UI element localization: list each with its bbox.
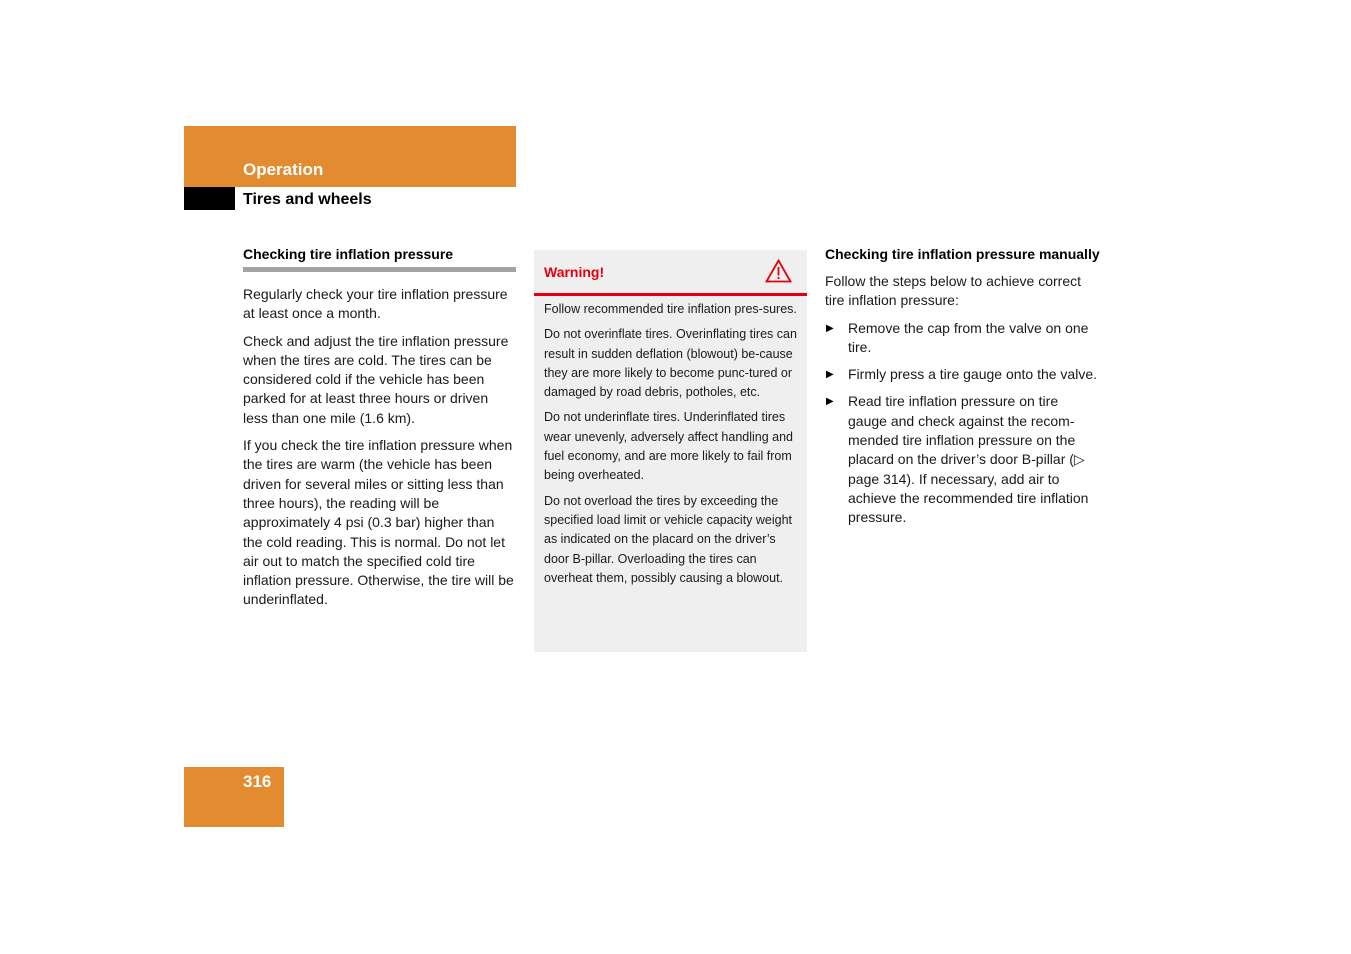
left-column [243, 245, 516, 618]
right-column [825, 245, 1100, 536]
bullet-arrow-icon: ▶ [826, 396, 834, 408]
left-heading: Checking tire inflation pressure [243, 246, 454, 262]
bullet-arrow-icon: ▶ [826, 369, 834, 381]
page-number: 316 [243, 772, 272, 791]
warning-paragraph: Follow recommended tire inflation pres-sures. [544, 302, 797, 316]
warning-paragraph: Do not overinflate tires. Overinflating tires can result in sudden deflation (blowout) be-cause they are more likely to become punc-tured or damaged by road debris, potholes, etc. [544, 327, 797, 400]
warning-triangle-icon [765, 259, 792, 283]
header-band [184, 126, 516, 187]
step-list [825, 319, 1100, 528]
warning-box [534, 250, 807, 652]
list-item [825, 392, 1100, 527]
right-intro: Follow the steps below to achieve correct tire inflation pressure: [825, 273, 1082, 309]
warning-body [534, 296, 807, 588]
warning-header [534, 250, 807, 296]
warning-paragraph: Do not underinflate tires. Underinflated tires wear unevenly, adversely affect handling and fuel economy, and are more likely to fail from being overheated. [544, 410, 794, 483]
left-paragraph: If you check the tire inflation pressure when the tires are warm (the vehicle has been driven for several miles or sitting less than three hours), the reading will be approximately 4 psi (0.3 bar) higher than the cold reading. This is normal. Do not let air out to match the specified cold tire inflation pressure. Otherwise, the tire will be underinflated. [243, 437, 514, 608]
step-text: Read tire inflation pressure on tire gauge and check against the recom-mended tire inflation pressure on the placard on the driver’s door B-pillar (▷ page 314). If necessary, add air to achieve the recommended tire inflation pressure. [848, 393, 1089, 526]
bullet-arrow-icon: ▶ [826, 322, 834, 334]
section-title: Operation [243, 160, 324, 179]
warning-label: Warning! [544, 264, 605, 280]
left-paragraph: Check and adjust the tire inflation pressure when the tires are cold. The tires can be considered cold if the vehicle has been parked for at least three hours or driven less than one mile (1.6 km). [243, 332, 509, 426]
step-text: Remove the cap from the valve on one tire. [848, 319, 1089, 355]
section-marker [184, 187, 235, 210]
right-heading: Checking tire inflation pressure manually [825, 246, 1100, 262]
warning-paragraph: Do not overload the tires by exceeding the specified load limit or vehicle capacity weight as indicated on the placard on the driver’s door B-pillar. Overloading the tires can overheat them, possibly causing a blowout. [544, 493, 793, 585]
heading-rule [243, 267, 516, 272]
list-item [825, 319, 1100, 358]
left-paragraph: Regularly check your tire inflation pressure at least once a month. [243, 286, 508, 322]
subsection-title: Tires and wheels [243, 191, 372, 208]
list-item [825, 365, 1100, 384]
step-text: Firmly press a tire gauge onto the valve. [848, 366, 1098, 383]
